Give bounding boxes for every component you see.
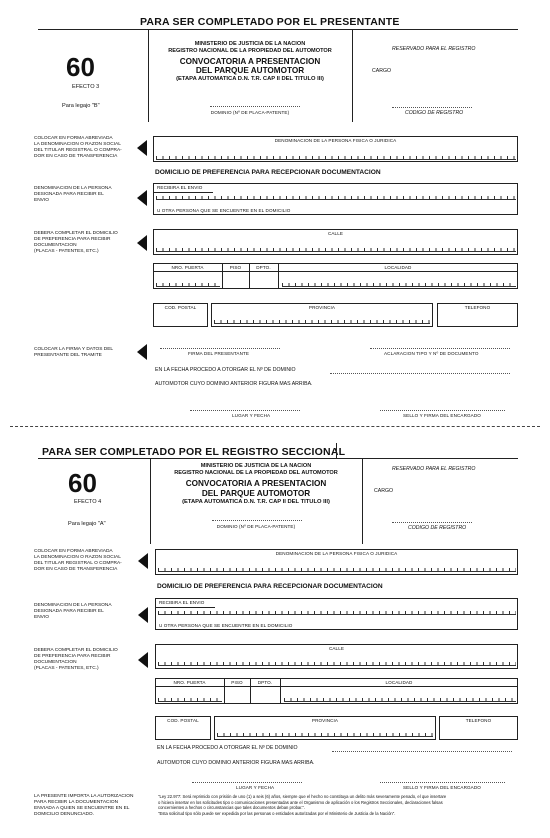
domicilio-title: DOMICILIO DE PREFERENCIA PARA RECEPCIONAR DOCUMENTACION <box>155 169 381 176</box>
form-title-2: DEL PARQUE AUTOMOTOR <box>195 66 305 75</box>
codigo-label: CODIGO DE REGISTRO <box>408 525 467 531</box>
org-line1: MINISTERIO DE JUSTICIA DE LA NACION <box>200 463 312 469</box>
form-number: 60 <box>68 468 97 498</box>
domicilio-title: DOMICILIO DE PREFERENCIA PARA RECEPCIONAR DOCUMENTACION <box>157 583 383 590</box>
calle-label: CALLE <box>327 231 344 236</box>
cargo-label: CARGO <box>374 488 394 494</box>
instr-persona: DENOMINACION DE LA PERSONA DESIGNADA PARA RECIBIR EL ENVIO <box>34 186 112 203</box>
arrow-icon <box>138 607 148 623</box>
lugar-label: LUGAR Y FECHA <box>236 785 275 790</box>
fecha-dominio-text: EN LA FECHA PROCEDO A OTORGAR EL Nº DE DOMINIO <box>155 367 296 373</box>
dominio-label: DOMINIO (Nº DE PLACA-PATENTE) <box>210 110 290 115</box>
top-header-rule <box>38 29 518 30</box>
instr-persona: DENOMINACION DE LA PERSONA DESIGNADA PARA RECIBIR EL ENVIO <box>34 603 112 620</box>
arrow-icon <box>137 190 147 206</box>
org-line2: REGISTRO NACIONAL DE LA PROPIEDAD DEL AUTOMOTOR <box>174 470 338 476</box>
dpto-label: DPTO. <box>257 680 273 685</box>
telefono-label: TELEFONO <box>464 305 491 310</box>
provincia-label: PROVINCIA <box>311 718 339 723</box>
piso-label: PISO <box>231 680 243 685</box>
nro-puerta-label: NRO. PUERTA <box>173 680 206 685</box>
sello-label: SELLO Y FIRMA DEL ENCARGADO <box>403 413 481 418</box>
legajo-label: Para legajo "A" <box>68 521 106 527</box>
otra-persona-label: U OTRA PERSONA QUE SE ENCUENTRE EN EL DOMICILIO <box>157 208 291 213</box>
cod-postal-label: COD. POSTAL <box>164 305 197 310</box>
org-line2: REGISTRO NACIONAL DE LA PROPIEDAD DEL AUTOMOTOR <box>168 48 332 54</box>
cod-postal-label: COD. POSTAL <box>167 718 199 723</box>
lugar-label: LUGAR Y FECHA <box>232 413 271 418</box>
provincia-label: PROVINCIA <box>308 305 336 310</box>
sello-label: SELLO Y FIRMA DEL ENCARGADO <box>403 785 481 790</box>
instr-domicilio: DEBERA COMPLETAR EL DOMICILIO DE PREFERENCIA PARA RECIBIR DOCUMENTACION (PLACAS - PATENTES, ETC.) <box>34 231 118 254</box>
fecha-dominio-text: EN LA FECHA PROCEDO A OTORGAR EL Nº DE DOMINIO <box>157 745 298 751</box>
instr-nombre: COLOCAR EN FORMA ABREVIADA LA DENOMINACION O RAZON SOCIAL DEL TITULAR REGISTRAL O COMPRA- DOR EN CASO DE TRANSFERENCIA <box>34 549 122 572</box>
instr-firma: COLOCAR LA FIRMA Y DATOS DEL PRESENTANTE DEL TRAMITE <box>34 347 114 358</box>
dpto-label: DPTO. <box>256 265 271 270</box>
cut-line <box>10 426 540 427</box>
ley-text: "Ley 22.977: Será reprimido con prisión de uno (1) a seis (6) años, siempre que el hecho no constituya un delito más severamente penado, el que insertare o hiciera insertar en los solicitudes tipo o comunicaciones presentadas ante el Organismo de aplicación o los Registros Seccionales, declaraciones falsas concernientes a hechos o circunstancias que tales documentos deban probar.". "Esta solicitud tipo sólo puede ser expedida por las personas o entidades autorizadas por el Ministerio de Justicia de la Nación". <box>158 794 447 816</box>
localidad-label: LOCALIDAD <box>385 680 413 685</box>
denominacion-label: DENOMINACION DE LA PERSONA FISICA O JURIDICA <box>275 551 398 556</box>
localidad-label: LOCALIDAD <box>384 265 412 270</box>
form-title-1: CONVOCATORIA A PRESENTACION <box>185 479 327 488</box>
efecto-label: EFECTO 4 <box>74 499 102 505</box>
arrow-icon <box>138 652 148 668</box>
form-subtitle: (ETAPA AUTOMATICA D.N. T.R. CAP II DEL TITULO III) <box>176 76 324 82</box>
instr-nombre: COLOCAR EN FORMA ABREVIADA LA DENOMINACION O RAZON SOCIAL DEL TITULAR REGISTRAL O COMPRA- DOR EN CASO DE TRANSFERENCIA <box>34 136 122 159</box>
denominacion-label: DENOMINACION DE LA PERSONA FISICA O JURIDICA <box>274 138 397 143</box>
automotor-text: AUTOMOTOR CUYO DOMINIO ANTERIOR FIGURA MAS ARRIBA. <box>157 760 315 766</box>
automotor-text: AUTOMOTOR CUYO DOMINIO ANTERIOR FIGURA MAS ARRIBA. <box>155 381 313 387</box>
codigo-label: CODIGO DE REGISTRO <box>405 110 464 116</box>
dominio-label: DOMINIO (Nº DE PLACA-PATENTE) <box>216 524 296 529</box>
firma-label: FIRMA DEL PRESENTANTE <box>188 351 250 356</box>
nro-puerta-label: NRO. PUERTA <box>171 265 204 270</box>
piso-label: PISO <box>229 265 242 270</box>
otra-persona-label: U OTRA PERSONA QUE SE ENCUENTRE EN EL DOMICILIO <box>159 623 293 628</box>
legajo-label: Para legajo "B" <box>62 103 100 109</box>
aclaracion-label: ACLARACION TIPO Y Nº DE DOCUMENTO <box>384 351 479 356</box>
cargo-label: CARGO <box>372 68 392 74</box>
autorizacion-text: LA PRESENTE IMPORTA LA AUTORIZACION PARA RECIBIR LA DOCUMENTACION ENVIADA A QUIEN SE ENCUENTRE EN EL DOMICILIO DENUNCIADO. <box>34 794 134 817</box>
org-line1: MINISTERIO DE JUSTICIA DE LA NACION <box>194 41 306 47</box>
recibira-label: RECIBIRA EL ENVIO <box>157 185 203 190</box>
reservado-label: RESERVADO PARA EL REGISTRO <box>392 466 476 472</box>
form-number: 60 <box>66 52 95 82</box>
reservado-label: RESERVADO PARA EL REGISTRO <box>392 46 476 52</box>
recibira-label: RECIBIRA EL ENVIO <box>159 600 205 605</box>
arrow-icon <box>137 140 147 156</box>
calle-label: CALLE <box>328 646 345 651</box>
form-title-2: DEL PARQUE AUTOMOTOR <box>201 489 311 498</box>
arrow-icon <box>138 553 148 569</box>
top-header: PARA SER COMPLETADO POR EL PRESENTANTE <box>140 16 400 28</box>
form-subtitle: (ETAPA AUTOMATICA D.N. T.R. CAP II DEL TITULO III) <box>182 499 330 505</box>
instr-domicilio: DEBERA COMPLETAR EL DOMICILIO DE PREFERENCIA PARA RECIBIR DOCUMENTACION (PLACAS - PATENTES, ETC.) <box>34 648 118 671</box>
arrow-icon <box>137 344 147 360</box>
bottom-header: PARA SER COMPLETADO POR EL REGISTRO SECCIONAL <box>42 446 346 458</box>
form-title-1: CONVOCATORIA A PRESENTACION <box>179 57 321 66</box>
telefono-label: TELEFONO <box>465 718 492 723</box>
arrow-icon <box>137 235 147 251</box>
efecto-label: EFECTO 3 <box>72 84 100 90</box>
